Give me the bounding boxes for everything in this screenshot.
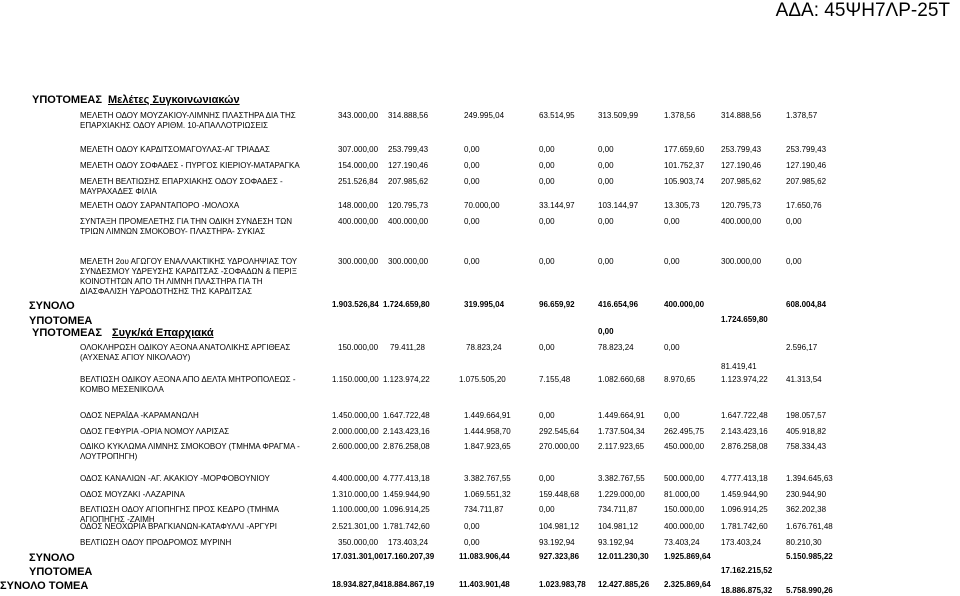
value-cell: 1.847.923,65 (464, 442, 511, 451)
value-cell: 1.229.000,00 (598, 490, 645, 499)
value-cell: 0,00 (598, 145, 614, 154)
project-description: ΜΕΛΕΤΗ ΟΔΟΥ ΣΟΦΑΔΕΣ - ΠΥΡΓΟΣ ΚΙΕΡΙΟΥ-ΜΑΤΑΡΑΓΚΑ (80, 161, 300, 170)
value-cell: 253.799,43 (721, 145, 762, 154)
value-cell: 96.659,92 (539, 300, 575, 309)
value-cell: 78.823,24 (598, 343, 634, 352)
value-cell: 1.449.664,91 (464, 411, 511, 420)
row-label: ΣΥΝΟΛΟ ΤΟΜΕΑ (0, 580, 89, 592)
value-cell: 101.752,37 (664, 161, 705, 170)
value-cell: 2.117.923,65 (598, 442, 645, 451)
value-cell: 0,00 (464, 217, 480, 226)
value-cell: 93.192,94 (598, 538, 634, 547)
value-cell: 2.521.301,00 (332, 522, 379, 531)
value-cell: 251.526,84 (338, 177, 379, 186)
project-description: ΟΔΟΣ ΝΕΟΧΩΡΙΑ ΒΡΑΓΚΙΑΝΩΝ-ΚΑΤΑΦΥΛΛΙ -ΑΡΓΥΡΙ (80, 522, 277, 531)
value-cell: 262.495,75 (664, 427, 705, 436)
value-cell: 0,00 (539, 257, 555, 266)
value-cell: 70.000,00 (464, 201, 500, 210)
row-label: ΣΥΝΟΛΟ (29, 300, 75, 312)
value-cell: 18.934.827,84 (332, 580, 384, 589)
value-cell: 400.000,00 (721, 217, 762, 226)
value-cell: 0,00 (464, 522, 480, 531)
value-cell: 450.000,00 (664, 442, 705, 451)
project-description: ΣΥΝΤΑΞΗ ΠΡΟΜΕΛΕΤΗΣ ΓΙΑ ΤΗΝ ΟΔΙΚΗ ΣΥΝΔΕΣΗ ΤΩΝ ΤΡΙΩΝ ΛΙΜΝΩΝ ΣΜΟΚΟΒΟΥ- ΠΛΑΣΤΗΡΑ- ΣΥΚΙΑΣ (80, 217, 292, 236)
value-cell: 5.758.990,26 (786, 586, 833, 595)
value-cell: 405.918,82 (786, 427, 827, 436)
value-cell: 0,00 (664, 343, 680, 352)
value-cell: 2.143.423,16 (721, 427, 768, 436)
value-cell: 1.123.974,22 (383, 375, 430, 384)
value-cell: 1.925.869,64 (664, 552, 711, 561)
value-cell: 300.000,00 (721, 257, 762, 266)
value-cell: 1.647.722,48 (721, 411, 768, 420)
value-cell: 0,00 (539, 343, 555, 352)
value-cell: 0,00 (464, 161, 480, 170)
value-cell: 78.823,24 (466, 343, 502, 352)
value-cell: 1.123.974,22 (721, 375, 768, 384)
value-cell: 758.334,43 (786, 442, 827, 451)
value-cell: 0,00 (598, 257, 614, 266)
value-cell: 0,00 (539, 161, 555, 170)
value-cell: 416.654,96 (598, 300, 639, 309)
project-description: ΟΔΟΣ ΜΟΥΖΑΚΙ -ΛΑΖΑΡΙΝΑ (80, 490, 185, 499)
value-cell: 2.876.258,08 (721, 442, 768, 451)
value-cell: 0,00 (464, 538, 480, 547)
value-cell: 120.795,73 (721, 201, 762, 210)
value-cell: 177.659,60 (664, 145, 705, 154)
value-cell: 104.981,12 (539, 522, 580, 531)
value-cell: 127.190,46 (388, 161, 429, 170)
value-cell: 1.310.000,00 (332, 490, 379, 499)
value-cell: 12.427.885,26 (598, 580, 650, 589)
value-cell: 1.075.505,20 (459, 375, 506, 384)
section-title: Συγκ/κά Επαρχιακά (112, 327, 214, 339)
value-cell: 18.884.867,19 (383, 580, 435, 589)
value-cell: 1.150.000,00 (332, 375, 379, 384)
value-cell: 3.382.767,55 (464, 474, 511, 483)
value-cell: 400.000,00 (388, 217, 429, 226)
value-cell: 1.459.944,90 (383, 490, 430, 499)
value-cell: 0,00 (539, 145, 555, 154)
value-cell: 173.403,24 (388, 538, 429, 547)
value-cell: 3.382.767,55 (598, 474, 645, 483)
value-cell: 1.394.645,63 (786, 474, 833, 483)
value-cell: 253.799,43 (786, 145, 827, 154)
project-description: ΜΕΛΕΤΗ ΟΔΟΥ ΚΑΡΔΙΤΣΟΜΑΓΟΥΛΑΣ-ΑΓ ΤΡΙΑΔΑΣ (80, 145, 270, 154)
value-cell: 314.888,56 (388, 111, 429, 120)
value-cell: 300.000,00 (388, 257, 429, 266)
value-cell: 1.724.659,80 (383, 300, 430, 309)
value-cell: 0,00 (464, 177, 480, 186)
value-cell: 307.000,00 (338, 145, 379, 154)
value-cell: 17.650,76 (786, 201, 822, 210)
value-cell: 207.985,62 (721, 177, 762, 186)
value-cell: 1.096.914,25 (721, 505, 768, 514)
value-cell: 0,00 (539, 217, 555, 226)
value-cell: 0,00 (464, 257, 480, 266)
value-cell: 1.023.983,78 (539, 580, 586, 589)
value-cell: 734.711,87 (598, 505, 638, 514)
value-cell: 1.100.000,00 (332, 505, 379, 514)
value-cell: 73.403,24 (664, 538, 700, 547)
value-cell: 2.876.258,08 (383, 442, 430, 451)
value-cell: 63.514,95 (539, 111, 575, 120)
value-cell: 148.000,00 (338, 201, 379, 210)
value-cell: 8.970,65 (664, 375, 696, 384)
project-description: ΒΕΛΤΙΩΣΗ ΟΔΟΥ ΠΡΟΔΡΟΜΟΣ ΜΥΡΙΝΗ (80, 538, 232, 547)
value-cell: 104.981,12 (598, 522, 639, 531)
value-cell: 270.000,00 (539, 442, 580, 451)
project-description: ΜΕΛΕΤΗ ΟΔΟΥ ΜΟΥΖΑΚΙΟΥ-ΛΙΜΝΗΣ ΠΛΑΣΤΗΡΑ ΔΙΑ ΤΗΣ ΕΠΑΡΧΙΑΚΗΣ ΟΔΟΥ ΑΡΙΘΜ. 10-ΑΠΑΛΛΟΤΡΙΩΣΕΙΣ (80, 111, 296, 130)
value-cell: 313.509,99 (598, 111, 639, 120)
value-cell: 1.082.660,68 (598, 375, 645, 384)
value-cell: 1.444.958,70 (464, 427, 511, 436)
value-cell: 207.985,62 (388, 177, 429, 186)
value-cell: 0,00 (664, 411, 680, 420)
value-cell: 0,00 (786, 257, 802, 266)
value-cell: 249.995,04 (464, 111, 505, 120)
value-cell: 93.192,94 (539, 538, 575, 547)
project-description: ΟΔΙΚΟ ΚΥΚΛΩΜΑ ΛΙΜΝΗΣ ΣΜΟΚΟΒΟΥ (ΤΜΗΜΑ ΦΡΑΓΜΑ - ΛΟΥΤΡΟΠΗΓΗ) (80, 442, 300, 461)
value-cell: 253.799,43 (388, 145, 429, 154)
value-cell: 1.903.526,84 (332, 300, 379, 309)
value-cell: 734.711,87 (464, 505, 504, 514)
value-cell: 2.143.423,16 (383, 427, 430, 436)
value-cell: 0,00 (664, 257, 680, 266)
page-stamp: ΑΔΑ: 45ΨΗ7ΛΡ-25Τ (775, 0, 950, 21)
value-cell: 0,00 (464, 145, 480, 154)
value-cell: 2.596,17 (786, 343, 818, 352)
value-cell: 198.057,57 (786, 411, 827, 420)
value-cell: 0,00 (539, 411, 555, 420)
value-cell: 500.000,00 (664, 474, 705, 483)
value-cell: 4.400.000,00 (332, 474, 379, 483)
row-label: ΥΠΟΤΟΜΕΑ (29, 315, 93, 327)
value-cell: 1.378,56 (664, 111, 696, 120)
value-cell: 159.448,68 (539, 490, 580, 499)
value-cell: 7.155,48 (539, 375, 571, 384)
value-cell: 81.000,00 (664, 490, 700, 499)
value-cell: 11.403.901,48 (459, 580, 510, 589)
value-cell: 400.000,00 (664, 522, 705, 531)
row-label: ΥΠΟΤΟΜΕΑΣ (32, 94, 102, 106)
value-cell: 17.031.301,00 (332, 552, 384, 561)
value-cell: 1.781.742,60 (383, 522, 430, 531)
value-cell: 2.325.869,64 (664, 580, 711, 589)
value-cell: 362.202,38 (786, 505, 827, 514)
value-cell: 400.000,00 (338, 217, 379, 226)
project-description: ΟΔΟΣ ΚΑΝΑΛΙΩΝ -ΑΓ. ΑΚΑΚΙΟΥ -ΜΟΡΦΟΒΟΥΝΙΟΥ (80, 474, 270, 483)
value-cell: 1.450.000,00 (332, 411, 379, 420)
value-cell: 127.190,46 (786, 161, 827, 170)
value-cell: 0,00 (598, 177, 614, 186)
value-cell: 1.724.659,80 (721, 315, 768, 324)
value-cell: 207.985,62 (786, 177, 827, 186)
value-cell: 0,00 (539, 177, 555, 186)
value-cell: 17.162.215,52 (721, 566, 773, 575)
value-cell: 150.000,00 (664, 505, 705, 514)
value-cell: 12.011.230,30 (598, 552, 649, 561)
value-cell: 81.419,41 (721, 362, 757, 371)
value-cell: 80.210,30 (786, 538, 822, 547)
value-cell: 0,00 (786, 217, 802, 226)
value-cell: 0,00 (598, 161, 614, 170)
value-cell: 127.190,46 (721, 161, 762, 170)
value-cell: 343.000,00 (338, 111, 379, 120)
value-cell: 13.305,73 (664, 201, 700, 210)
value-cell: 0,00 (539, 474, 555, 483)
value-cell: 1.781.742,60 (721, 522, 768, 531)
value-cell: 4.777.413,18 (721, 474, 768, 483)
value-cell: 230.944,90 (786, 490, 827, 499)
value-cell: 2.600.000,00 (332, 442, 379, 451)
value-cell: 1.737.504,34 (598, 427, 645, 436)
value-cell: 173.403,24 (721, 538, 762, 547)
project-description: ΟΛΟΚΛΗΡΩΣΗ ΟΔΙΚΟΥ ΑΞΟΝΑ ΑΝΑΤΟΛΙΚΗΣ ΑΡΓΙΘΕΑΣ (ΑΥΧΕΝΑΣ ΑΓΙΟΥ ΝΙΚΟΛΑΟΥ) (80, 343, 291, 362)
value-cell: 1.069.551,32 (464, 490, 511, 499)
value-cell: 105.903,74 (664, 177, 705, 186)
value-cell: 1.676.761,48 (786, 522, 833, 531)
value-cell: 1.449.664,91 (598, 411, 645, 420)
project-description: ΟΔΟΣ ΓΕΦΥΡΙΑ -ΟΡΙΑ ΝΟΜΟΥ ΛΑΡΙΣΑΣ (80, 427, 230, 436)
value-cell: 17.160.207,39 (383, 552, 435, 561)
project-description: ΜΕΛΕΤΗ 2ου ΑΓΩΓΟΥ ΕΝΑΛΛΑΚΤΙΚΗΣ ΥΔΡΟΛΗΨΙΑΣ ΤΟΥ ΣΥΝΔΕΣΜΟΥ ΥΔΡΕΥΣΗΣ ΚΑΡΔΙΤΣΑΣ -ΣΟΦΑΔΩΝ & ΠΕΡΙΞ ΚΟΙΝΟΤΗΤΩΝ ΑΠΟ ΤΗ ΛΙΜΝΗ ΠΛΑΣΤΗΡΑ ΓΙΑ ΤΗ ΔΙΑΣΦΑΛΙΣΗ ΥΔΡΟΔΟΤΗΣΗΣ ΤΗΣ ΚΑΡΔΙΤΣΑΣ (80, 257, 298, 296)
value-cell: 18.886.875,32 (721, 586, 773, 595)
section-title: Μελέτες Συγκοινωνιακών (108, 94, 240, 106)
value-cell: 0,00 (539, 505, 555, 514)
value-cell: 400.000,00 (664, 300, 705, 309)
value-cell: 300.000,00 (338, 257, 379, 266)
value-cell: 1.096.914,25 (383, 505, 430, 514)
row-label: ΥΠΟΤΟΜΕΑΣ (32, 327, 102, 339)
value-cell: 5.150.985,22 (786, 552, 833, 561)
value-cell: 41.313,54 (786, 375, 822, 384)
project-description: ΒΕΛΤΙΩΣΗ ΟΔΙΚΟΥ ΑΞΟΝΑ ΑΠΟ ΔΕΛΤΑ ΜΗΤΡΟΠΟΛΕΩΣ - ΚΟΜΒΟ ΜΕΣΕΝΙΚΟΛΑ (80, 375, 296, 394)
value-cell: 11.083.906,44 (459, 552, 510, 561)
value-cell: 0,00 (598, 327, 614, 336)
value-cell: 4.777.413,18 (383, 474, 430, 483)
value-cell: 927.323,86 (539, 552, 580, 561)
value-cell: 120.795,73 (388, 201, 429, 210)
value-cell: 1.459.944,90 (721, 490, 768, 499)
value-cell: 0,00 (598, 217, 614, 226)
project-description: ΟΔΟΣ ΝΕΡΑΪΔΑ -ΚΑΡΑΜΑΝΩΛΗ (80, 411, 199, 420)
value-cell: 79.411,28 (390, 343, 425, 352)
value-cell: 2.000.000,00 (332, 427, 379, 436)
value-cell: 1.378,57 (786, 111, 818, 120)
value-cell: 0,00 (664, 217, 680, 226)
row-label: ΣΥΝΟΛΟ (29, 552, 75, 564)
value-cell: 103.144,97 (598, 201, 639, 210)
row-label: ΥΠΟΤΟΜΕΑ (29, 566, 93, 578)
value-cell: 33.144,97 (539, 201, 575, 210)
value-cell: 150.000,00 (338, 343, 379, 352)
project-description: ΒΕΛΤΙΩΣΗ ΟΔΟΥ ΑΓΙΟΠΗΓΗΣ ΠΡΟΣ ΚΕΔΡΟ (ΤΜΗΜΑ ΑΓΙΟΠΗΓΗΣ -ΖΑΙΜΗ (80, 505, 280, 524)
project-description: ΜΕΛΕΤΗ ΟΔΟΥ ΣΑΡΑΝΤΑΠΟΡΟ -ΜΟΛΟΧΑ (80, 201, 240, 210)
value-cell: 154.000,00 (338, 161, 379, 170)
project-description: ΜΕΛΕΤΗ ΒΕΛΤΙΩΣΗΣ ΕΠΑΡΧΙΑΚΗΣ ΟΔΟΥ ΣΟΦΑΔΕΣ - ΜΑΥΡΑΧΑΔΕΣ ΦΙΛΙΑ (80, 177, 283, 196)
value-cell: 314.888,56 (721, 111, 762, 120)
value-cell: 350.000,00 (338, 538, 379, 547)
value-cell: 292.545,64 (539, 427, 580, 436)
value-cell: 1.647.722,48 (383, 411, 430, 420)
value-cell: 608.004,84 (786, 300, 827, 309)
value-cell: 319.995,04 (464, 300, 505, 309)
